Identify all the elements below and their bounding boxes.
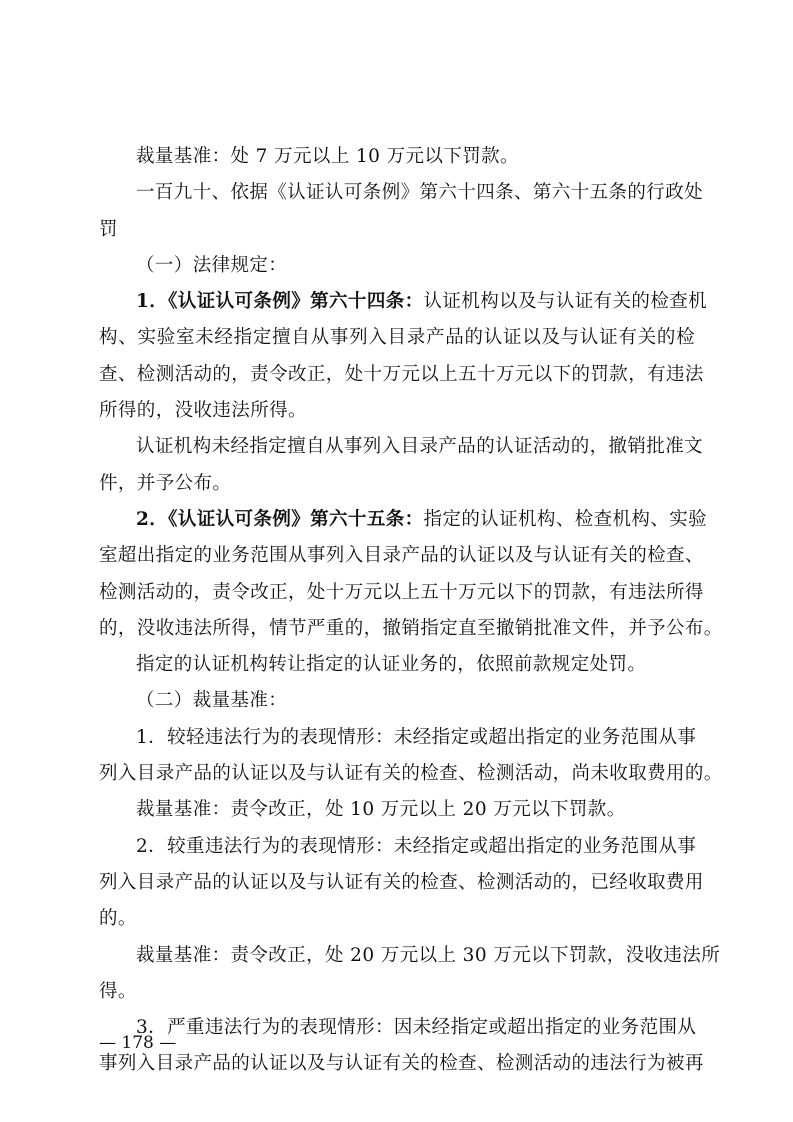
- line-text: 认证机构未经指定擅自从事列入目录产品的认证活动的，撤销批准文: [136, 436, 704, 458]
- document-body: [99, 139, 723, 1083]
- line-text: 列入目录产品的认证以及与认证有关的检查、检测活动，尚未收取费用的。: [99, 763, 723, 785]
- article-reference: 2．《认证认可条例》第六十五条：: [136, 508, 424, 530]
- text-line: [99, 720, 695, 756]
- text-line: [99, 502, 708, 538]
- line-text: 的，没收违法所得，情节严重的，撤销指定直至撤销批准文件，并予公布。: [99, 617, 723, 639]
- line-text: 裁量基准：责令改正，处 10 万元以上 20 万元以下罚款。: [136, 799, 626, 821]
- line-text: 的。: [99, 908, 137, 930]
- text-line: [99, 901, 695, 937]
- text-line: [99, 938, 721, 974]
- text-line: [99, 974, 695, 1010]
- text-line: [99, 792, 695, 828]
- text-line: [99, 538, 704, 574]
- text-line: [99, 175, 704, 211]
- text-line: [99, 683, 695, 719]
- line-text: 查、检测活动的，责令改正，处十万元以上五十万元以下的罚款，有违法: [99, 363, 704, 385]
- text-line: [99, 284, 708, 320]
- text-line: [99, 1010, 695, 1046]
- line-text: 罚: [99, 218, 118, 240]
- line-text: 1．较轻违法行为的表现情形：未经指定或超出指定的业务范围从事: [136, 726, 697, 748]
- page-number: — 178 —: [99, 1033, 177, 1053]
- text-line: [99, 212, 695, 248]
- line-text: 事列入目录产品的认证以及与认证有关的检查、检测活动的违法行为被再: [99, 1053, 704, 1075]
- article-reference: 1．《认证认可条例》第六十四条：: [136, 291, 424, 313]
- text-line: [99, 647, 695, 683]
- line-text: （二）裁量基准：: [136, 690, 288, 712]
- line-text: 列入目录产品的认证以及与认证有关的检查、检测活动的，已经收取费用: [99, 871, 704, 893]
- text-line: [99, 393, 695, 429]
- line-text: 2．较重违法行为的表现情形：未经指定或超出指定的业务范围从事: [136, 835, 697, 857]
- text-line: [99, 139, 695, 175]
- text-line: [99, 248, 695, 284]
- line-text: （一）法律规定：: [136, 254, 288, 276]
- text-line: [99, 466, 695, 502]
- text-line: [99, 575, 704, 611]
- line-text: 件，并予公布。: [99, 472, 232, 494]
- line-text: 裁量基准：责令改正，处 20 万元以上 30 万元以下罚款，没收违法所: [136, 944, 721, 966]
- line-text: 指定的认证机构转让指定的认证业务的，依照前款规定处罚。: [136, 654, 647, 676]
- text-line: [99, 357, 704, 393]
- line-text: 所得的，没收违法所得。: [99, 400, 307, 422]
- line-text: 构、实验室未经指定擅自从事列入目录产品的认证以及与认证有关的检: [99, 327, 695, 349]
- line-text: 得。: [99, 980, 137, 1002]
- line-text: 室超出指定的业务范围从事列入目录产品的认证以及与认证有关的检查、: [99, 545, 704, 567]
- text-line: [99, 865, 704, 901]
- text-line: [99, 756, 723, 792]
- text-line: [99, 829, 695, 865]
- line-text: 检测活动的，责令改正，处十万元以上五十万元以下的罚款，有违法所得: [99, 581, 704, 603]
- text-line: [99, 320, 695, 356]
- text-line: [99, 429, 704, 465]
- line-text: 裁量基准：处 7 万元以上 10 万元以下罚款。: [136, 146, 519, 167]
- line-text: 一百九十、依据《认证认可条例》第六十四条、第六十五条的行政处: [136, 182, 704, 204]
- line-text: 指定的认证机构、检查机构、实验: [423, 508, 708, 530]
- line-text: 认证机构以及与认证有关的检查机: [423, 291, 708, 313]
- text-line: [99, 611, 723, 647]
- line-text: 3．严重违法行为的表现情形：因未经指定或超出指定的业务范围从: [136, 1017, 697, 1039]
- text-line: [99, 1046, 704, 1082]
